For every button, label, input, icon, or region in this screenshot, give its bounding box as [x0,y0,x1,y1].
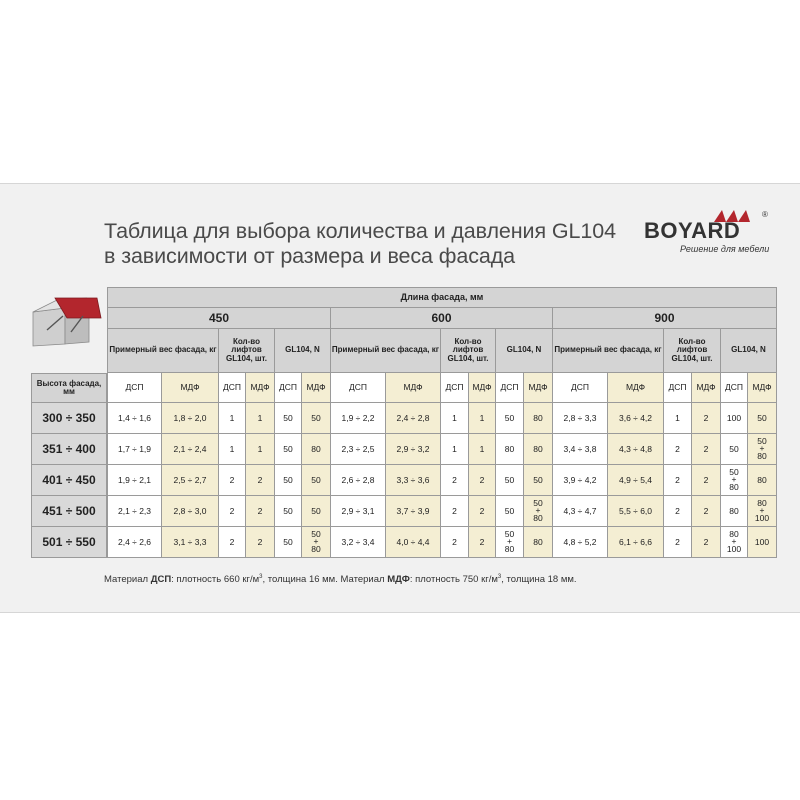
stacked-value: 50 + 80 [729,467,739,492]
cell-g450-5 [302,527,331,558]
cell-g900-4: 100 [721,403,748,434]
cell-g900-2: 2 [664,465,692,496]
footnote-text: : плотность 750 кг/м [409,574,498,586]
cell-g600-3: 2 [469,527,496,558]
cell-g450-3: 1 [246,403,275,434]
stacked-value: 80 + 100 [726,529,742,554]
cell-g900-3: 2 [692,496,721,527]
cell-g450-2: 1 [219,434,246,465]
cell-g450-3: 2 [246,465,275,496]
cell-g900-0: 3,9 ÷ 4,2 [553,465,608,496]
cell-g900-5: 80 [748,465,777,496]
footnote-text: , толщина 16 мм. Материал [262,574,388,586]
cell-g600-1: 2,9 ÷ 3,2 [386,434,441,465]
mat-dsp: ДСП [275,373,302,403]
row-height-label: 451 ÷ 500 [31,496,107,527]
row-height-label: 501 ÷ 550 [31,527,107,558]
lifts-header-450: Кол-во лифтов GL104, шт. [219,329,275,373]
length-600: 600 [331,308,553,329]
cell-g600-2: 2 [441,496,469,527]
cell-g900-4 [721,527,748,558]
cell-g450-0: 2,4 ÷ 2,6 [107,527,162,558]
footnote-dsp: ДСП [150,574,172,586]
cell-g900-1: 6,1 ÷ 6,6 [608,527,664,558]
weight-header-900: Примерный вес фасада, кг [553,329,664,373]
cell-g900-2: 2 [664,527,692,558]
cell-g900-2: 1 [664,403,692,434]
cell-g600-4: 50 [496,403,524,434]
stacked-value: 50 + 80 [504,529,515,554]
footnote-sup: 3 [497,574,502,580]
cell-g450-2: 2 [219,496,246,527]
title-line-2: в зависимости от размера и веса фасада [104,244,516,268]
cell-g600-1: 4,0 ÷ 4,4 [386,527,441,558]
cell-g450-0: 1,7 ÷ 1,9 [107,434,162,465]
cell-g600-3: 2 [469,465,496,496]
cell-g450-1: 3,1 ÷ 3,3 [162,527,219,558]
cell-g450-1: 2,1 ÷ 2,4 [162,434,219,465]
mat-mdf: МДФ [469,373,496,403]
cell-g600-4: 50 [496,496,524,527]
cell-g450-2: 1 [219,403,246,434]
row-height-label: 351 ÷ 400 [31,434,107,465]
mat-mdf: МДФ [524,373,553,403]
mat-dsp: ДСП [107,373,162,403]
footnote-text: , толщина 18 мм. [501,574,577,586]
cell-g600-5: 80 [524,403,553,434]
cell-g600-1: 2,4 ÷ 2,8 [386,403,441,434]
cell-g450-4: 50 [275,496,302,527]
page-title [104,219,616,269]
stacked-value: 80 + 100 [754,498,770,523]
cell-g900-1: 5,5 ÷ 6,0 [608,496,664,527]
cell-g900-3: 2 [692,403,721,434]
weight-header-600: Примерный вес фасада, кг [331,329,441,373]
mat-dsp: ДСП [496,373,524,403]
length-header: Длина фасада, мм [107,287,777,308]
force-header-600: GL104, N [496,329,553,373]
mat-dsp: ДСП [721,373,748,403]
cell-g600-4: 50 [496,465,524,496]
cell-g600-5: 50 [524,465,553,496]
mat-dsp: ДСП [219,373,246,403]
cell-g600-3: 1 [469,403,496,434]
mat-dsp: ДСП [664,373,692,403]
cell-g600-5: 80 [524,434,553,465]
cell-g600-2: 2 [441,465,469,496]
mat-mdf: МДФ [302,373,331,403]
stacked-value: 50 + 80 [533,498,543,523]
cell-g450-1: 2,8 ÷ 3,0 [162,496,219,527]
mat-mdf: МДФ [608,373,664,403]
cell-g600-4 [496,527,524,558]
footnote [104,574,577,585]
mat-mdf: МДФ [386,373,441,403]
cell-g900-5 [748,496,777,527]
footnote-sup: 3 [259,574,263,580]
cell-g900-4 [721,465,748,496]
cell-g600-5: 80 [524,527,553,558]
length-450: 450 [107,308,331,329]
cell-g450-1: 2,5 ÷ 2,7 [162,465,219,496]
cell-g900-0: 2,8 ÷ 3,3 [553,403,608,434]
cell-g600-1: 3,7 ÷ 3,9 [386,496,441,527]
cell-g900-0: 4,3 ÷ 4,7 [553,496,608,527]
cell-g600-0: 2,9 ÷ 3,1 [331,496,386,527]
cell-g450-3: 1 [246,434,275,465]
cell-g600-2: 2 [441,527,469,558]
cell-g450-4: 50 [275,434,302,465]
cell-g450-0: 1,9 ÷ 2,1 [107,465,162,496]
mat-mdf: МДФ [748,373,777,403]
stacked-value: 50 + 80 [311,529,321,554]
cell-g900-3: 2 [692,465,721,496]
cell-g900-1: 4,3 ÷ 4,8 [608,434,664,465]
logo-registered-mark: ® [762,210,768,219]
cell-g450-5: 50 [302,465,331,496]
force-header-450: GL104, N [275,329,331,373]
cell-g450-2: 2 [219,465,246,496]
cell-g600-0: 2,3 ÷ 2,5 [331,434,386,465]
mat-dsp: ДСП [331,373,386,403]
logo-slogan: Решение для мебели [680,244,770,254]
cell-g600-3: 2 [469,496,496,527]
cell-g600-2: 1 [441,403,469,434]
cell-g900-1: 3,6 ÷ 4,2 [608,403,664,434]
logo-wordmark: BOYARD [644,218,741,243]
lifts-header-600: Кол-во лифтов GL104, шт. [441,329,496,373]
cell-g450-3: 2 [246,496,275,527]
cell-g900-0: 4,8 ÷ 5,2 [553,527,608,558]
row-height-label: 300 ÷ 350 [31,403,107,434]
height-header: Высота фасада, мм [31,373,107,403]
cell-g900-0: 3,4 ÷ 3,8 [553,434,608,465]
cell-g900-2: 2 [664,496,692,527]
cell-g450-2: 2 [219,527,246,558]
cell-g600-5 [524,496,553,527]
cell-g450-5: 50 [302,403,331,434]
footnote-text: Материал [104,574,151,586]
cell-g600-0: 1,9 ÷ 2,2 [331,403,386,434]
lifts-header-900: Кол-во лифтов GL104, шт. [664,329,721,373]
cell-g450-4: 50 [275,527,302,558]
cell-g900-1: 4,9 ÷ 5,4 [608,465,664,496]
mat-mdf: МДФ [692,373,721,403]
cell-g600-0: 2,6 ÷ 2,8 [331,465,386,496]
cell-g900-3: 2 [692,527,721,558]
cell-g450-4: 50 [275,465,302,496]
length-900: 900 [553,308,777,329]
cell-g900-5: 50 [748,403,777,434]
cell-g900-5: 100 [748,527,777,558]
mat-mdf: МДФ [162,373,219,403]
mat-mdf: МДФ [246,373,275,403]
stacked-value: 50 + 80 [757,436,767,461]
cell-g450-5: 80 [302,434,331,465]
row-height-label: 401 ÷ 450 [31,465,107,496]
footnote-mdf: МДФ [387,574,410,586]
cell-g600-0: 3,2 ÷ 3,4 [331,527,386,558]
cell-g900-5 [748,434,777,465]
cell-g450-3: 2 [246,527,275,558]
cell-g600-4: 80 [496,434,524,465]
weight-header-450: Примерный вес фасада, кг [107,329,219,373]
cell-g600-2: 1 [441,434,469,465]
cell-g450-4: 50 [275,403,302,434]
boyard-logo [644,207,774,259]
cell-g450-5: 50 [302,496,331,527]
cell-g900-4: 80 [721,496,748,527]
cell-g900-2: 2 [664,434,692,465]
footnote-text: : плотность 660 кг/м [171,574,260,586]
mat-dsp: ДСП [441,373,469,403]
mat-dsp: ДСП [553,373,608,403]
title-line-1: Таблица для выбора количества и давления GL104 [104,219,616,243]
cell-g450-0: 2,1 ÷ 2,3 [107,496,162,527]
cell-g600-3: 1 [469,434,496,465]
cell-g900-3: 2 [692,434,721,465]
cell-g450-1: 1,8 ÷ 2,0 [162,403,219,434]
selection-table [31,287,772,558]
cell-g450-0: 1,4 ÷ 1,6 [107,403,162,434]
cell-g600-1: 3,3 ÷ 3,6 [386,465,441,496]
force-header-900: GL104, N [721,329,777,373]
cell-g900-4: 50 [721,434,748,465]
